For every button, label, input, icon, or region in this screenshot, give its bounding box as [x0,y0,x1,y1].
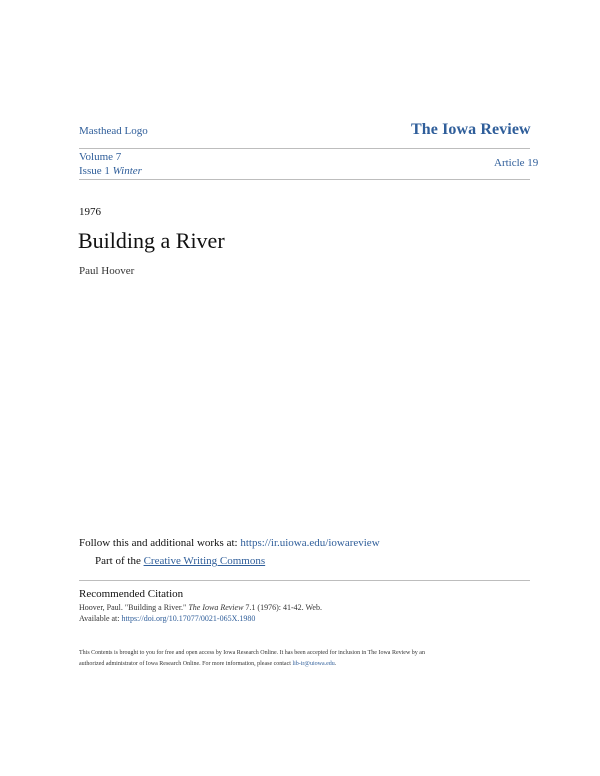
citation-divider [79,580,530,581]
citation-prefix: Hoover, Paul. "Building a River." [79,603,189,612]
publication-year: 1976 [79,206,101,218]
citation-text [79,603,322,612]
issue-season: Winter [112,165,142,177]
issue-link[interactable] [79,165,142,177]
footer-notice-line1: This Contents is brought to you for free and open access by Iowa Research Online. It has been accepted for inclusion in The Iowa Review by an [79,650,425,656]
follow-label: Follow this and additional works at: [79,537,241,549]
available-at-line [79,614,255,623]
available-label: Available at: [79,614,122,623]
citation-suffix: 7.1 (1976): 41-42. Web. [243,603,322,612]
journal-title-link[interactable]: The Iowa Review [411,121,531,138]
creative-writing-commons-link[interactable]: Creative Writing Commons [143,555,266,567]
repository-link[interactable]: https://ir.uiowa.edu/iowareview [240,537,380,549]
footer-notice-period: . [334,661,337,667]
issue-divider [79,179,530,180]
recommended-citation-heading: Recommended Citation [79,588,184,600]
volume-link[interactable]: Volume 7 [79,151,122,163]
footer-notice-text: authorized administrator of Iowa Research Online. For more information, please contact [79,661,293,667]
follow-line [79,537,380,549]
contact-email-link[interactable]: lib-ir@uiowa.edu [292,661,335,667]
doi-link[interactable]: https://doi.org/10.17077/0021-065X.1980 [121,614,256,623]
part-of-label: Part of the [95,555,144,567]
masthead-logo-link[interactable]: Masthead Logo [79,125,148,137]
footer-notice-line2 [79,661,336,667]
header-divider [79,148,530,149]
document-title: Building a River [78,228,225,253]
part-of-line [95,555,265,567]
article-number-link[interactable]: Article 19 [494,157,539,169]
issue-number: Issue 1 [79,165,113,177]
author-name: Paul Hoover [79,265,135,277]
citation-journal: The Iowa Review [188,603,244,612]
